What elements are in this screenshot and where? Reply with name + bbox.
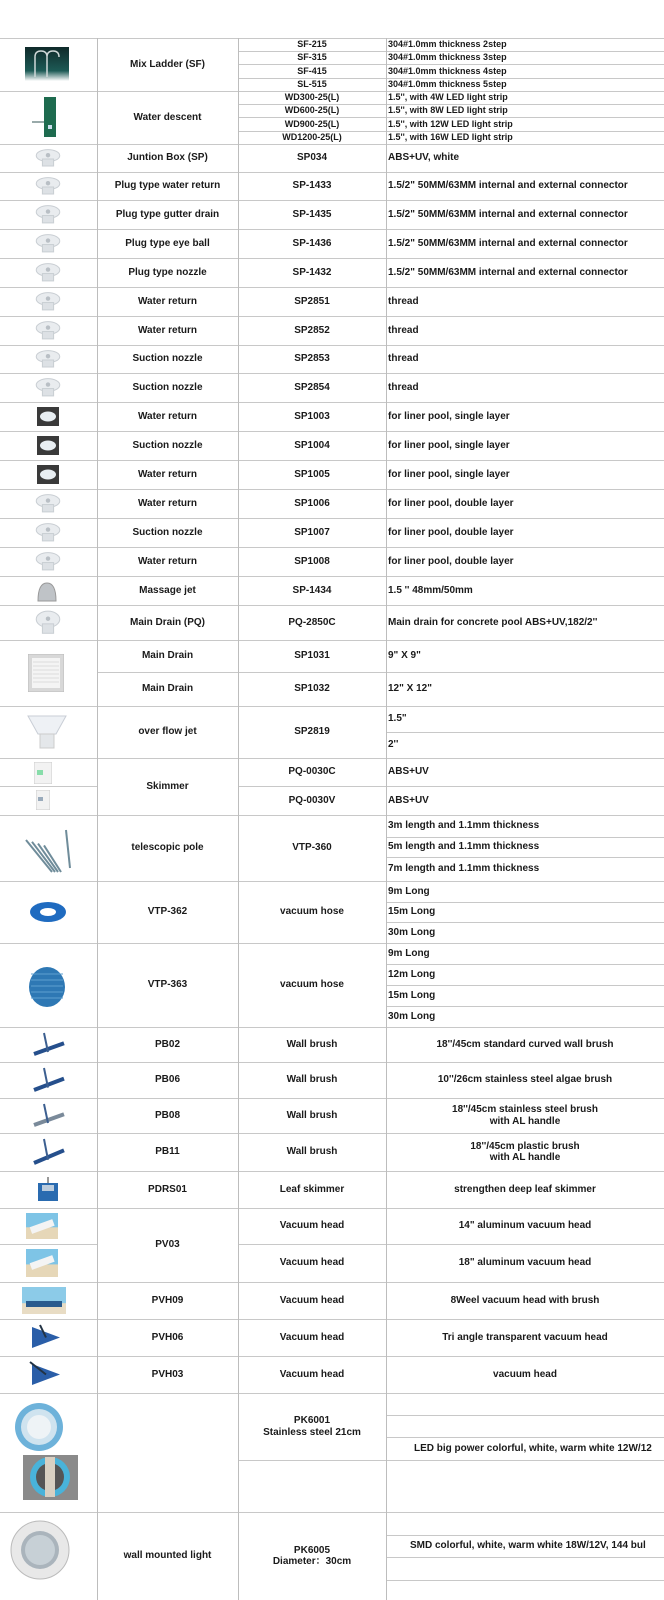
grid-line <box>386 1460 664 1461</box>
descent-model: WD600-25(L) <box>284 105 340 116</box>
descent-spec: 1.5'', with 8W LED light strip <box>388 105 508 116</box>
item-name: Water return <box>137 497 198 509</box>
ladder-model: SF-215 <box>297 39 327 50</box>
item-spec: 1.5 '' 48mm/50mm <box>388 584 473 596</box>
fitting-image <box>34 291 62 312</box>
item-spec: 1.5/2" 50MM/63MM internal and external connector <box>388 237 628 249</box>
item-model: SP034 <box>296 152 328 164</box>
grid-line <box>238 51 664 52</box>
hose-spec: 12m Long <box>388 968 436 980</box>
brush-spec: 18''/45cm plastic brush with AL handle <box>470 1140 580 1163</box>
item-spec: Main drain for concrete pool ABS+UV,182/2'' <box>388 616 598 628</box>
item-spec: 1.5/2" 50MM/63MM internal and external connector <box>388 208 628 220</box>
fitting-image <box>34 176 62 196</box>
grid-line <box>238 38 239 1600</box>
skimmer-spec: ABS+UV <box>388 766 429 778</box>
vacuum-head-name: Vacuum head <box>279 1257 345 1269</box>
main-drain-image <box>28 654 64 692</box>
ladder-model: SF-415 <box>297 65 327 76</box>
hose-model: VTP-363 <box>147 979 188 991</box>
wall-mounted-light-image <box>10 1520 70 1580</box>
skimmer-model: PQ-0030C <box>288 766 336 778</box>
item-model: SP-1434 <box>292 584 332 596</box>
vacuum-head-image <box>26 1249 58 1277</box>
grid-line <box>386 1535 664 1536</box>
item-name: Water return <box>137 324 198 336</box>
grid-line <box>0 1244 97 1245</box>
hose-name: vacuum hose <box>280 906 344 918</box>
hose-spec: 9m Long <box>388 885 430 897</box>
item-model: PQ-2850C <box>288 616 336 628</box>
main-drain-name: Main Drain <box>141 650 194 662</box>
pole-spec: 7m length and 1.1mm thickness <box>388 863 540 875</box>
item-name: Juntion Box (SP) <box>127 152 208 164</box>
item-name: Water return <box>137 295 198 307</box>
skimmer-image <box>36 790 50 810</box>
vacuum-head-image <box>22 1287 66 1314</box>
main-drain-spec: 12" X 12" <box>388 683 432 695</box>
main-drain-model: SP1031 <box>294 650 330 662</box>
wall-brush-image <box>28 1066 68 1094</box>
main-drain-name: Main Drain <box>141 683 194 695</box>
descent-spec: 1.5'', with 16W LED light strip <box>388 132 513 143</box>
descent-spec: 1.5'', with 12W LED light strip <box>388 118 513 129</box>
vacuum-head-spec: 8Weel vacuum head with brush <box>450 1294 600 1306</box>
ladder-model: SF-315 <box>297 52 327 63</box>
brush-name: Wall brush <box>286 1074 338 1086</box>
brush-name: Wall brush <box>286 1146 338 1158</box>
item-model: SP2854 <box>294 381 330 393</box>
fitting-image <box>34 148 62 168</box>
item-model: SP2851 <box>294 295 330 307</box>
item-model: SP-1432 <box>292 266 332 278</box>
brush-spec: strengthen deep leaf skimmer <box>454 1183 596 1195</box>
pk6005-diameter: Diameter：30cm <box>272 1556 352 1567</box>
item-spec: thread <box>388 295 419 307</box>
item-spec: thread <box>388 324 419 336</box>
pk6005-model-code: PK6005 <box>293 1544 331 1556</box>
item-name: Suction nozzle <box>132 353 203 365</box>
ladder-model: SL-515 <box>297 79 327 90</box>
brush-model: PDRS01 <box>148 1183 187 1195</box>
item-model: SP1004 <box>294 439 330 451</box>
descent-model: WD1200-25(L) <box>282 132 342 143</box>
pole-model: VTP-360 <box>292 842 332 854</box>
skimmer-name: Skimmer <box>146 780 189 792</box>
fitting-image <box>34 349 62 369</box>
overflow-model: SP2819 <box>294 726 330 738</box>
main-drain-spec: 9" X 9" <box>388 650 421 662</box>
item-spec: thread <box>388 381 419 393</box>
item-spec: 1.5/2" 50MM/63MM internal and external connector <box>388 266 628 278</box>
vacuum-head-model: PVH06 <box>151 1331 184 1343</box>
descent-name: Water descent <box>133 111 202 123</box>
vacuum-head-spec: Tri angle transparent vacuum head <box>442 1331 608 1343</box>
item-model: SP2852 <box>294 324 330 336</box>
item-spec: for liner pool, single layer <box>388 468 510 480</box>
grid-line <box>238 1244 664 1245</box>
grid-line <box>0 38 664 39</box>
item-spec: thread <box>388 353 419 365</box>
fitting-image <box>34 262 62 283</box>
pk6001-model-code: PK6001 <box>293 1415 331 1426</box>
grid-line <box>238 64 664 65</box>
grid-line <box>386 837 664 838</box>
main-drain-model: SP1032 <box>294 683 330 695</box>
ladder-name: Mix Ladder (SF) <box>129 58 205 70</box>
pk6001-spec: LED big power colorful, white, warm white 12W/12 <box>414 1442 652 1454</box>
descent-model: WD900-25(L) <box>284 118 340 129</box>
vacuum-hose-image <box>28 900 68 924</box>
grid-line <box>97 38 98 1600</box>
fitting-image <box>34 522 62 543</box>
fitting-image <box>34 233 62 254</box>
item-model: SP1008 <box>294 555 330 567</box>
grid-line <box>238 117 664 118</box>
fitting-image <box>34 377 62 398</box>
vacuum-head-name: Vacuum head <box>279 1294 345 1306</box>
grid-line <box>386 1415 664 1416</box>
blank-name <box>97 1393 238 1512</box>
item-name: Water return <box>137 555 198 567</box>
wall-brush-image <box>28 1137 68 1167</box>
grid-line <box>386 964 664 965</box>
pk6005-model <box>238 1512 386 1600</box>
vacuum-head-image <box>26 1213 58 1239</box>
item-name: Suction nozzle <box>132 526 203 538</box>
grid-line <box>386 985 664 986</box>
vacuum-head-name: Vacuum head <box>279 1220 345 1232</box>
item-name: Plug type nozzle <box>128 266 207 278</box>
ladder-spec: 304#1.0mm thickness 2step <box>388 39 507 50</box>
fitting-image <box>34 320 62 341</box>
hose-spec: 15m Long <box>388 989 436 1001</box>
grid-line <box>386 1006 664 1007</box>
brush-model: PB08 <box>154 1109 180 1121</box>
fitting-image <box>37 436 59 455</box>
hose-spec: 30m Long <box>388 1010 436 1022</box>
leaf-skimmer-image <box>36 1177 60 1204</box>
descent-model: WD300-25(L) <box>284 92 340 103</box>
item-name: Plug type gutter drain <box>115 208 220 220</box>
item-name: Plug type water return <box>114 180 221 192</box>
wall-brush-image <box>28 1102 68 1129</box>
overflow-jet-image <box>26 712 68 752</box>
grid-line <box>386 38 387 1600</box>
grid-line <box>386 1437 664 1438</box>
hose-spec: 30m Long <box>388 926 436 938</box>
vacuum-head-spec: vacuum head <box>493 1368 557 1380</box>
hose-spec: 9m Long <box>388 947 430 959</box>
brush-model: PB11 <box>155 1146 180 1158</box>
vacuum-head-image <box>26 1323 66 1352</box>
brush-spec: 10''/26cm stainless steel algae brush <box>437 1074 613 1086</box>
massage-jet-image <box>34 579 60 602</box>
item-name: Water return <box>137 468 198 480</box>
item-name: Plug type eye ball <box>125 237 210 249</box>
overflow-spec: 1.5" <box>388 713 407 725</box>
grid-line <box>238 131 664 132</box>
brush-name: Wall brush <box>286 1038 338 1050</box>
grid-line <box>238 78 664 79</box>
grid-line <box>386 1557 664 1558</box>
vacuum-head-image <box>26 1360 66 1389</box>
item-model: SP-1435 <box>292 208 332 220</box>
item-name: Water return <box>137 410 198 422</box>
telescopic-pole-image <box>22 828 72 874</box>
grid-line <box>386 857 664 858</box>
pool-light-back-image <box>23 1455 78 1500</box>
item-model: SP1006 <box>294 497 330 509</box>
pk6001-material: Stainless steel 21cm <box>263 1426 361 1438</box>
item-spec: 1.5/2" 50MM/63MM internal and external connector <box>388 180 628 192</box>
fitting-image <box>34 609 62 636</box>
ladder-spec: 304#1.0mm thickness 5step <box>388 79 507 90</box>
overflow-name: over flow jet <box>138 726 197 738</box>
grid-line <box>0 786 97 787</box>
hose-name: vacuum hose <box>280 979 344 991</box>
item-model: SP1005 <box>294 468 330 480</box>
vacuum-hose-coil-image <box>27 966 67 1008</box>
vacuum-head-spec: 14" aluminum vacuum head <box>458 1220 592 1232</box>
grid-line <box>386 902 664 903</box>
item-name: Massage jet <box>139 584 196 596</box>
skimmer-spec: ABS+UV <box>388 794 429 806</box>
item-spec: for liner pool, double layer <box>388 555 514 567</box>
ladder-image <box>25 47 69 85</box>
brush-name: Wall brush <box>286 1109 338 1121</box>
item-model: SP2853 <box>294 353 330 365</box>
fitting-image <box>37 407 59 426</box>
skimmer-image <box>34 762 52 784</box>
item-model: SP-1433 <box>292 180 332 192</box>
grid-line <box>238 1460 386 1461</box>
fitting-image <box>34 551 62 572</box>
vacuum-head-model: PVH03 <box>151 1368 184 1380</box>
brush-spec: 18''/45cm standard curved wall brush <box>436 1038 614 1050</box>
brush-spec: 18''/45cm stainless steel brush with AL handle <box>452 1104 598 1127</box>
pool-light-image <box>14 1402 64 1452</box>
item-name: Main Drain (PQ) <box>129 616 205 628</box>
vacuum-head-name: Vacuum head <box>279 1331 345 1343</box>
water-descent-image <box>28 95 72 140</box>
item-spec: for liner pool, double layer <box>388 497 514 509</box>
pole-name: telescopic pole <box>131 842 204 854</box>
item-spec: for liner pool, single layer <box>388 410 510 422</box>
item-model: SP-1436 <box>292 237 332 249</box>
grid-line <box>386 1580 664 1581</box>
item-model: SP1003 <box>294 410 330 422</box>
brush-name: Leaf skimmer <box>279 1183 345 1195</box>
item-name: Suction nozzle <box>132 439 203 451</box>
vacuum-head-model: PVH09 <box>151 1294 184 1306</box>
fitting-image <box>34 204 62 225</box>
pv03-model: PV03 <box>155 1239 180 1251</box>
wall-brush-image <box>28 1031 68 1058</box>
pole-spec: 3m length and 1.1mm thickness <box>388 820 540 832</box>
pole-spec: 5m length and 1.1mm thickness <box>388 841 540 853</box>
item-name: Suction nozzle <box>132 381 203 393</box>
overflow-spec: 2'' <box>388 739 399 751</box>
item-spec: ABS+UV, white <box>388 152 460 164</box>
pk6001-model <box>238 1393 386 1460</box>
fitting-image <box>34 493 62 514</box>
grid-line <box>238 104 664 105</box>
fitting-image <box>37 465 59 484</box>
item-model: SP1007 <box>294 526 330 538</box>
ladder-spec: 304#1.0mm thickness 3step <box>388 52 507 63</box>
hose-model: VTP-362 <box>147 906 188 918</box>
pk6005-name: wall mounted light <box>123 1550 212 1562</box>
vacuum-head-name: Vacuum head <box>279 1368 345 1380</box>
item-spec: for liner pool, double layer <box>388 526 514 538</box>
grid-line <box>386 922 664 923</box>
descent-spec: 1.5'', with 4W LED light strip <box>388 92 508 103</box>
brush-model: PB02 <box>154 1038 180 1050</box>
vacuum-head-spec: 18" aluminum vacuum head <box>458 1257 592 1269</box>
ladder-spec: 304#1.0mm thickness 4step <box>388 65 507 76</box>
brush-model: PB06 <box>154 1074 180 1086</box>
hose-spec: 15m Long <box>388 906 436 918</box>
skimmer-model: PQ-0030V <box>288 794 336 806</box>
pk6005-spec: SMD colorful, white, warm white 18W/12V, 144 bul <box>410 1540 646 1552</box>
item-spec: for liner pool, single layer <box>388 439 510 451</box>
